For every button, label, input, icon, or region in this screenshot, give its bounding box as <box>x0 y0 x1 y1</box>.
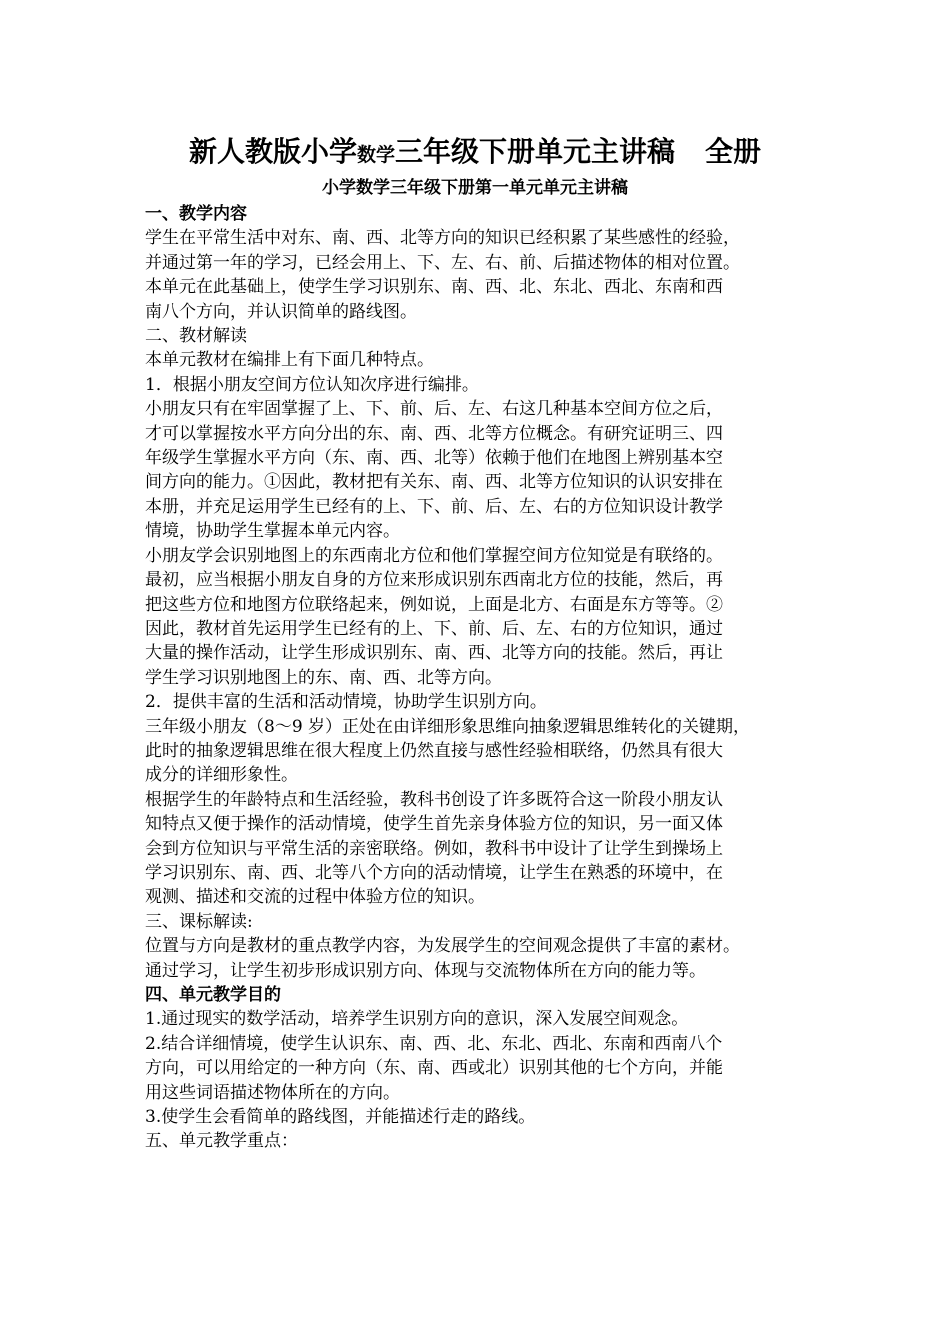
text-line: 四、单元教学目的 <box>145 985 281 1005</box>
text-line: 1.通过现实的数学活动，培养学生识别方向的意识，深入发展空间观念。 <box>145 1009 689 1030</box>
text-line: 1．根据小朋友空间方位认知次序进行编排。 <box>145 374 479 395</box>
text-line: 学生学习识别地图上的东、南、西、北等方向。 <box>145 667 502 688</box>
text-line: 三年级小朋友（8～9 岁）正处在由详细形象思维向抽象逻辑思维转化的关键期， <box>145 716 751 737</box>
text-line: 小朋友学会识别地图上的东西南北方位和他们掌握空间方位知觉是有联络的。 <box>145 545 723 566</box>
text-line: 用这些词语描述物体所在的方向。 <box>145 1082 400 1103</box>
text-line: 年级学生掌握水平方向（东、南、西、北等）依赖于他们在地图上辨别基本空 <box>145 448 723 469</box>
text-line: 知特点又便于操作的活动情境，使学生首先亲身体验方位的知识，另一面又体 <box>145 814 723 835</box>
text-line: 才可以掌握按水平方向分出的东、南、西、北等方位概念。有研究证明三、四 <box>145 423 723 444</box>
text-line: 3.使学生会看简单的路线图，并能描述行走的路线。 <box>145 1107 536 1128</box>
text-line: 方向，可以用给定的一种方向（东、南、西或北）识别其他的七个方向，并能 <box>145 1058 723 1079</box>
text-line: 通过学习，让学生初步形成识别方向、体现与交流物体所在方向的能力等。 <box>145 960 706 981</box>
text-line: 一、教学内容 <box>145 204 247 224</box>
text-line: 本单元教材在编排上有下面几种特点。 <box>145 350 434 371</box>
text-line: 最初，应当根据小朋友自身的方位来形成识别东西南北方位的技能，然后，再 <box>145 570 723 591</box>
text-line: 会到方位知识与平常生活的亲密联络。例如，教科书中设计了让学生到操场上 <box>145 838 723 859</box>
text-line: 位置与方向是教材的重点教学内容，为发展学生的空间观念提供了丰富的素材。 <box>145 936 740 957</box>
text-line: 五、单元教学重点： <box>145 1131 298 1152</box>
text-line: 2．提供丰富的生活和活动情境，协助学生识别方向。 <box>145 692 547 713</box>
title-tail: 全册 <box>705 135 762 168</box>
text-line: 此时的抽象逻辑思维在很大程度上仍然直接与感性经验相联络，仍然具有很大 <box>145 740 723 761</box>
text-line: 三、课标解读: <box>145 911 253 932</box>
title-part-b: 三年级下册单元主讲稿 <box>395 135 676 168</box>
text-line: 因此，教材首先运用学生已经有的上、下、前、后、左、右的方位知识，通过 <box>145 618 723 639</box>
text-line: 2.结合详细情境，使学生认识东、南、西、北、东北、西北、东南和西南八个 <box>145 1033 723 1054</box>
text-line: 二、教材解读 <box>145 326 247 347</box>
document-title <box>0 132 950 175</box>
text-line: 成分的详细形象性。 <box>145 765 298 786</box>
text-line: 学习识别东、南、西、北等八个方向的活动情境，让学生在熟悉的环境中，在 <box>145 862 723 883</box>
text-line: 南八个方向，并认识简单的路线图。 <box>145 301 417 322</box>
title-part-a: 新人教版小学 <box>188 135 357 168</box>
title-small-part: 数学 <box>356 144 395 166</box>
text-line: 本册，并充足运用学生已经有的上、下、前、后、左、右的方位知识设计教学 <box>145 496 723 517</box>
text-line: 并通过第一年的学习，已经会用上、下、左、右、前、后描述物体的相对位置。 <box>145 252 740 273</box>
text-line: 大量的操作活动，让学生形成识别东、南、西、北等方向的技能。然后，再让 <box>145 643 723 664</box>
text-line: 本单元在此基础上，使学生学习识别东、南、西、北、东北、西北、东南和西 <box>145 277 723 298</box>
document-body <box>145 202 810 1154</box>
text-line: 学生在平常生活中对东、南、西、北等方向的知识已经积累了某些感性的经验， <box>145 228 740 249</box>
text-line: 情境，协助学生掌握本单元内容。 <box>145 521 400 542</box>
text-line: 小朋友只有在牢固掌握了上、下、前、后、左、右这几种基本空间方位之后， <box>145 399 723 420</box>
text-line: 间方向的能力。①因此，教材把有关东、南、西、北等方位知识的认识安排在 <box>145 472 723 493</box>
text-line: 根据学生的年龄特点和生活经验，教科书创设了许多既符合这一阶段小朋友认 <box>145 789 723 810</box>
document-subtitle: 小学数学三年级下册第一单元单元主讲稿 <box>322 178 628 198</box>
text-line: 观测、描述和交流的过程中体验方位的知识。 <box>145 887 485 908</box>
text-line: 把这些方位和地图方位联络起来，例如说，上面是北方、右面是东方等等。② <box>145 594 723 615</box>
